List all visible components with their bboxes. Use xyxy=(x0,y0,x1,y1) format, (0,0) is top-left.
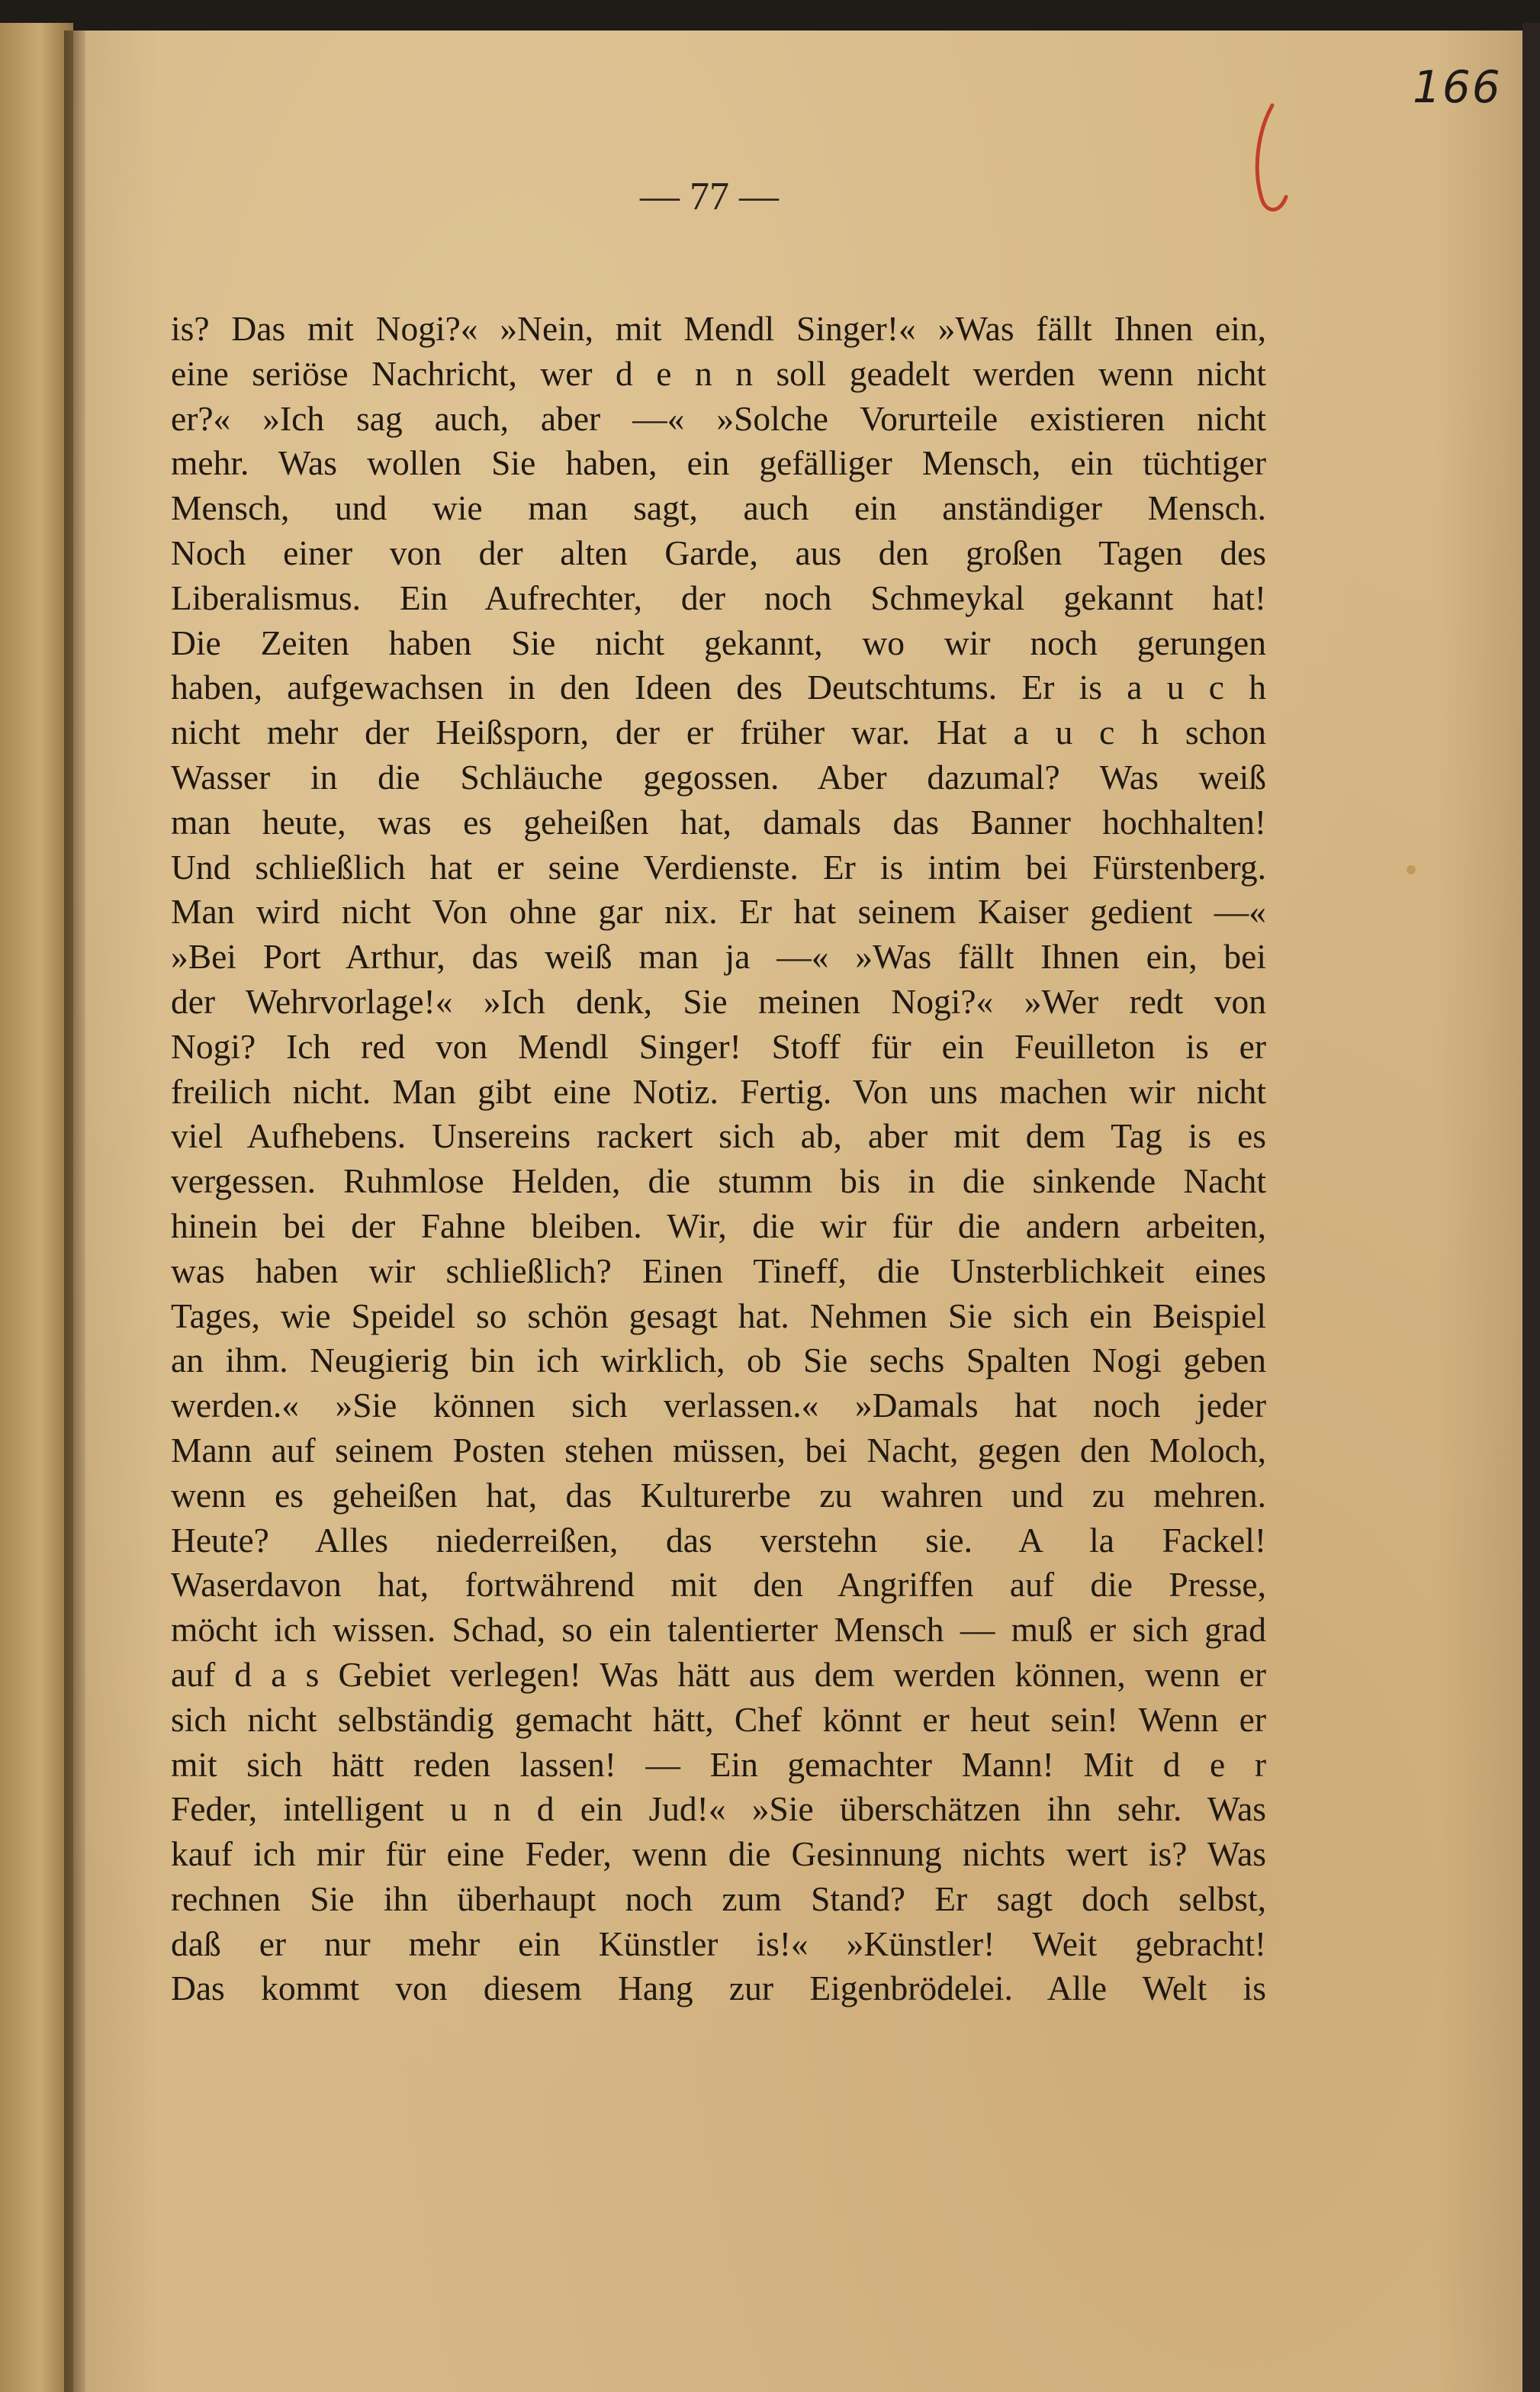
text-line: vergessen. Ruhmlose Helden, die stumm bis in die sinkende Nacht xyxy=(171,1161,1266,1201)
red-pencil-mark xyxy=(1243,99,1297,221)
text-line: Feder, intelligent u n d ein Jud!« »Sie überschätzen ihn sehr. Was xyxy=(171,1789,1266,1829)
text-line: rechnen Sie ihn überhaupt noch zum Stand? Er sagt doch selbst, xyxy=(171,1879,1266,1918)
paper-spot xyxy=(1407,865,1416,874)
text-line: Wasser in die Schläuche gegossen. Aber dazumal? Was weiß xyxy=(171,757,1266,797)
text-line: auf d a s Gebiet verlegen! Was hätt aus dem werden können, wenn er xyxy=(171,1654,1266,1694)
text-line: Die Zeiten haben Sie nicht gekannt, wo wir noch gerungen xyxy=(171,623,1266,662)
text-line: Liberalismus. Ein Aufrechter, der noch Schmeykal gekannt hat! xyxy=(171,578,1266,617)
text-line: viel Aufhebens. Unsereins rackert sich ab, aber mit dem Tag is es xyxy=(171,1116,1266,1156)
book-gutter xyxy=(64,31,85,2392)
text-line: haben, aufgewachsen in den Ideen des Deutschtums. Er is a u c h xyxy=(171,668,1266,707)
text-line: eine seriöse Nachricht, wer d e n n soll geadelt werden wenn nicht xyxy=(171,353,1266,393)
text-line: Das kommt von diesem Hang zur Eigenbrödelei. Alle Welt is xyxy=(171,1969,1266,2008)
text-line: mit sich hätt reden lassen! — Ein gemachter Mann! Mit d e r xyxy=(171,1744,1266,1784)
text-line: nicht mehr der Heißsporn, der er früher war. Hat a u c h schon xyxy=(171,713,1266,752)
text-line: Heute? Alles niederreißen, das verstehn sie. A la Fackel! xyxy=(171,1520,1266,1560)
text-line: Mann auf seinem Posten stehen müssen, bei Nacht, gegen den Moloch, xyxy=(171,1430,1266,1470)
handwritten-archive-number: 166 xyxy=(1413,61,1502,113)
text-line: an ihm. Neugierig bin ich wirklich, ob Sie sechs Spalten Nogi geben xyxy=(171,1341,1266,1380)
text-line: Noch einer von der alten Garde, aus den großen Tagen des xyxy=(171,533,1266,572)
text-line: freilich nicht. Man gibt eine Notiz. Fertig. Von uns machen wir nicht xyxy=(171,1071,1266,1111)
text-line: kauf ich mir für eine Feder, wenn die Gesinnung nichts wert is? Was xyxy=(171,1834,1266,1874)
text-line: wenn es geheißen hat, das Kulturerbe zu wahren und zu mehren. xyxy=(171,1475,1266,1515)
text-line: is? Das mit Nogi?« »Nein, mit Mendl Singer!« »Was fällt Ihnen ein, xyxy=(171,309,1266,348)
text-line: möcht ich wissen. Schad, so ein talentierter Mensch — muß er sich grad xyxy=(171,1610,1266,1650)
page-number: — 77 — xyxy=(640,175,779,218)
text-line: »Bei Port Arthur, das weiß man ja —« »Was fällt Ihnen ein, bei xyxy=(171,937,1266,977)
text-line: Waserdavon hat, fortwährend mit den Angriffen auf die Presse, xyxy=(171,1565,1266,1605)
text-line: sich nicht selbständig gemacht hätt, Chef könnt er heut sein! Wenn er xyxy=(171,1699,1266,1739)
text-line: hinein bei der Fahne bleiben. Wir, die wir für die andern arbeiten, xyxy=(171,1206,1266,1245)
left-page-edge xyxy=(0,23,73,2392)
text-line: Nogi? Ich red von Mendl Singer! Stoff für ein Feuilleton is er xyxy=(171,1026,1266,1066)
text-line: was haben wir schließlich? Einen Tineff, die Unsterblichkeit eines xyxy=(171,1251,1266,1290)
text-line: werden.« »Sie können sich verlassen.« »Damals hat noch jeder xyxy=(171,1386,1266,1425)
text-line: Tages, wie Speidel so schön gesagt hat. Nehmen Sie sich ein Beispiel xyxy=(171,1296,1266,1335)
page-text xyxy=(171,307,1266,2011)
text-line: Mensch, und wie man sagt, auch ein anständiger Mensch. xyxy=(171,488,1266,528)
text-line: Und schließlich hat er seine Verdienste. Er is intim bei Fürstenberg. xyxy=(171,847,1266,887)
text-line: Man wird nicht Von ohne gar nix. Er hat seinem Kaiser gedient —« xyxy=(171,892,1266,932)
text-line: daß er nur mehr ein Künstler is!« »Künstler! Weit gebracht! xyxy=(171,1924,1266,1963)
text-line: er?« »Ich sag auch, aber —« »Solche Vorurteile existieren nicht xyxy=(171,398,1266,438)
text-line: mehr. Was wollen Sie haben, ein gefälliger Mensch, ein tüchtiger xyxy=(171,443,1266,483)
text-line: man heute, was es geheißen hat, damals das Banner hochhalten! xyxy=(171,802,1266,842)
text-line: der Wehrvorlage!« »Ich denk, Sie meinen Nogi?« »Wer redt von xyxy=(171,981,1266,1021)
right-scan-edge xyxy=(1522,23,1540,2392)
